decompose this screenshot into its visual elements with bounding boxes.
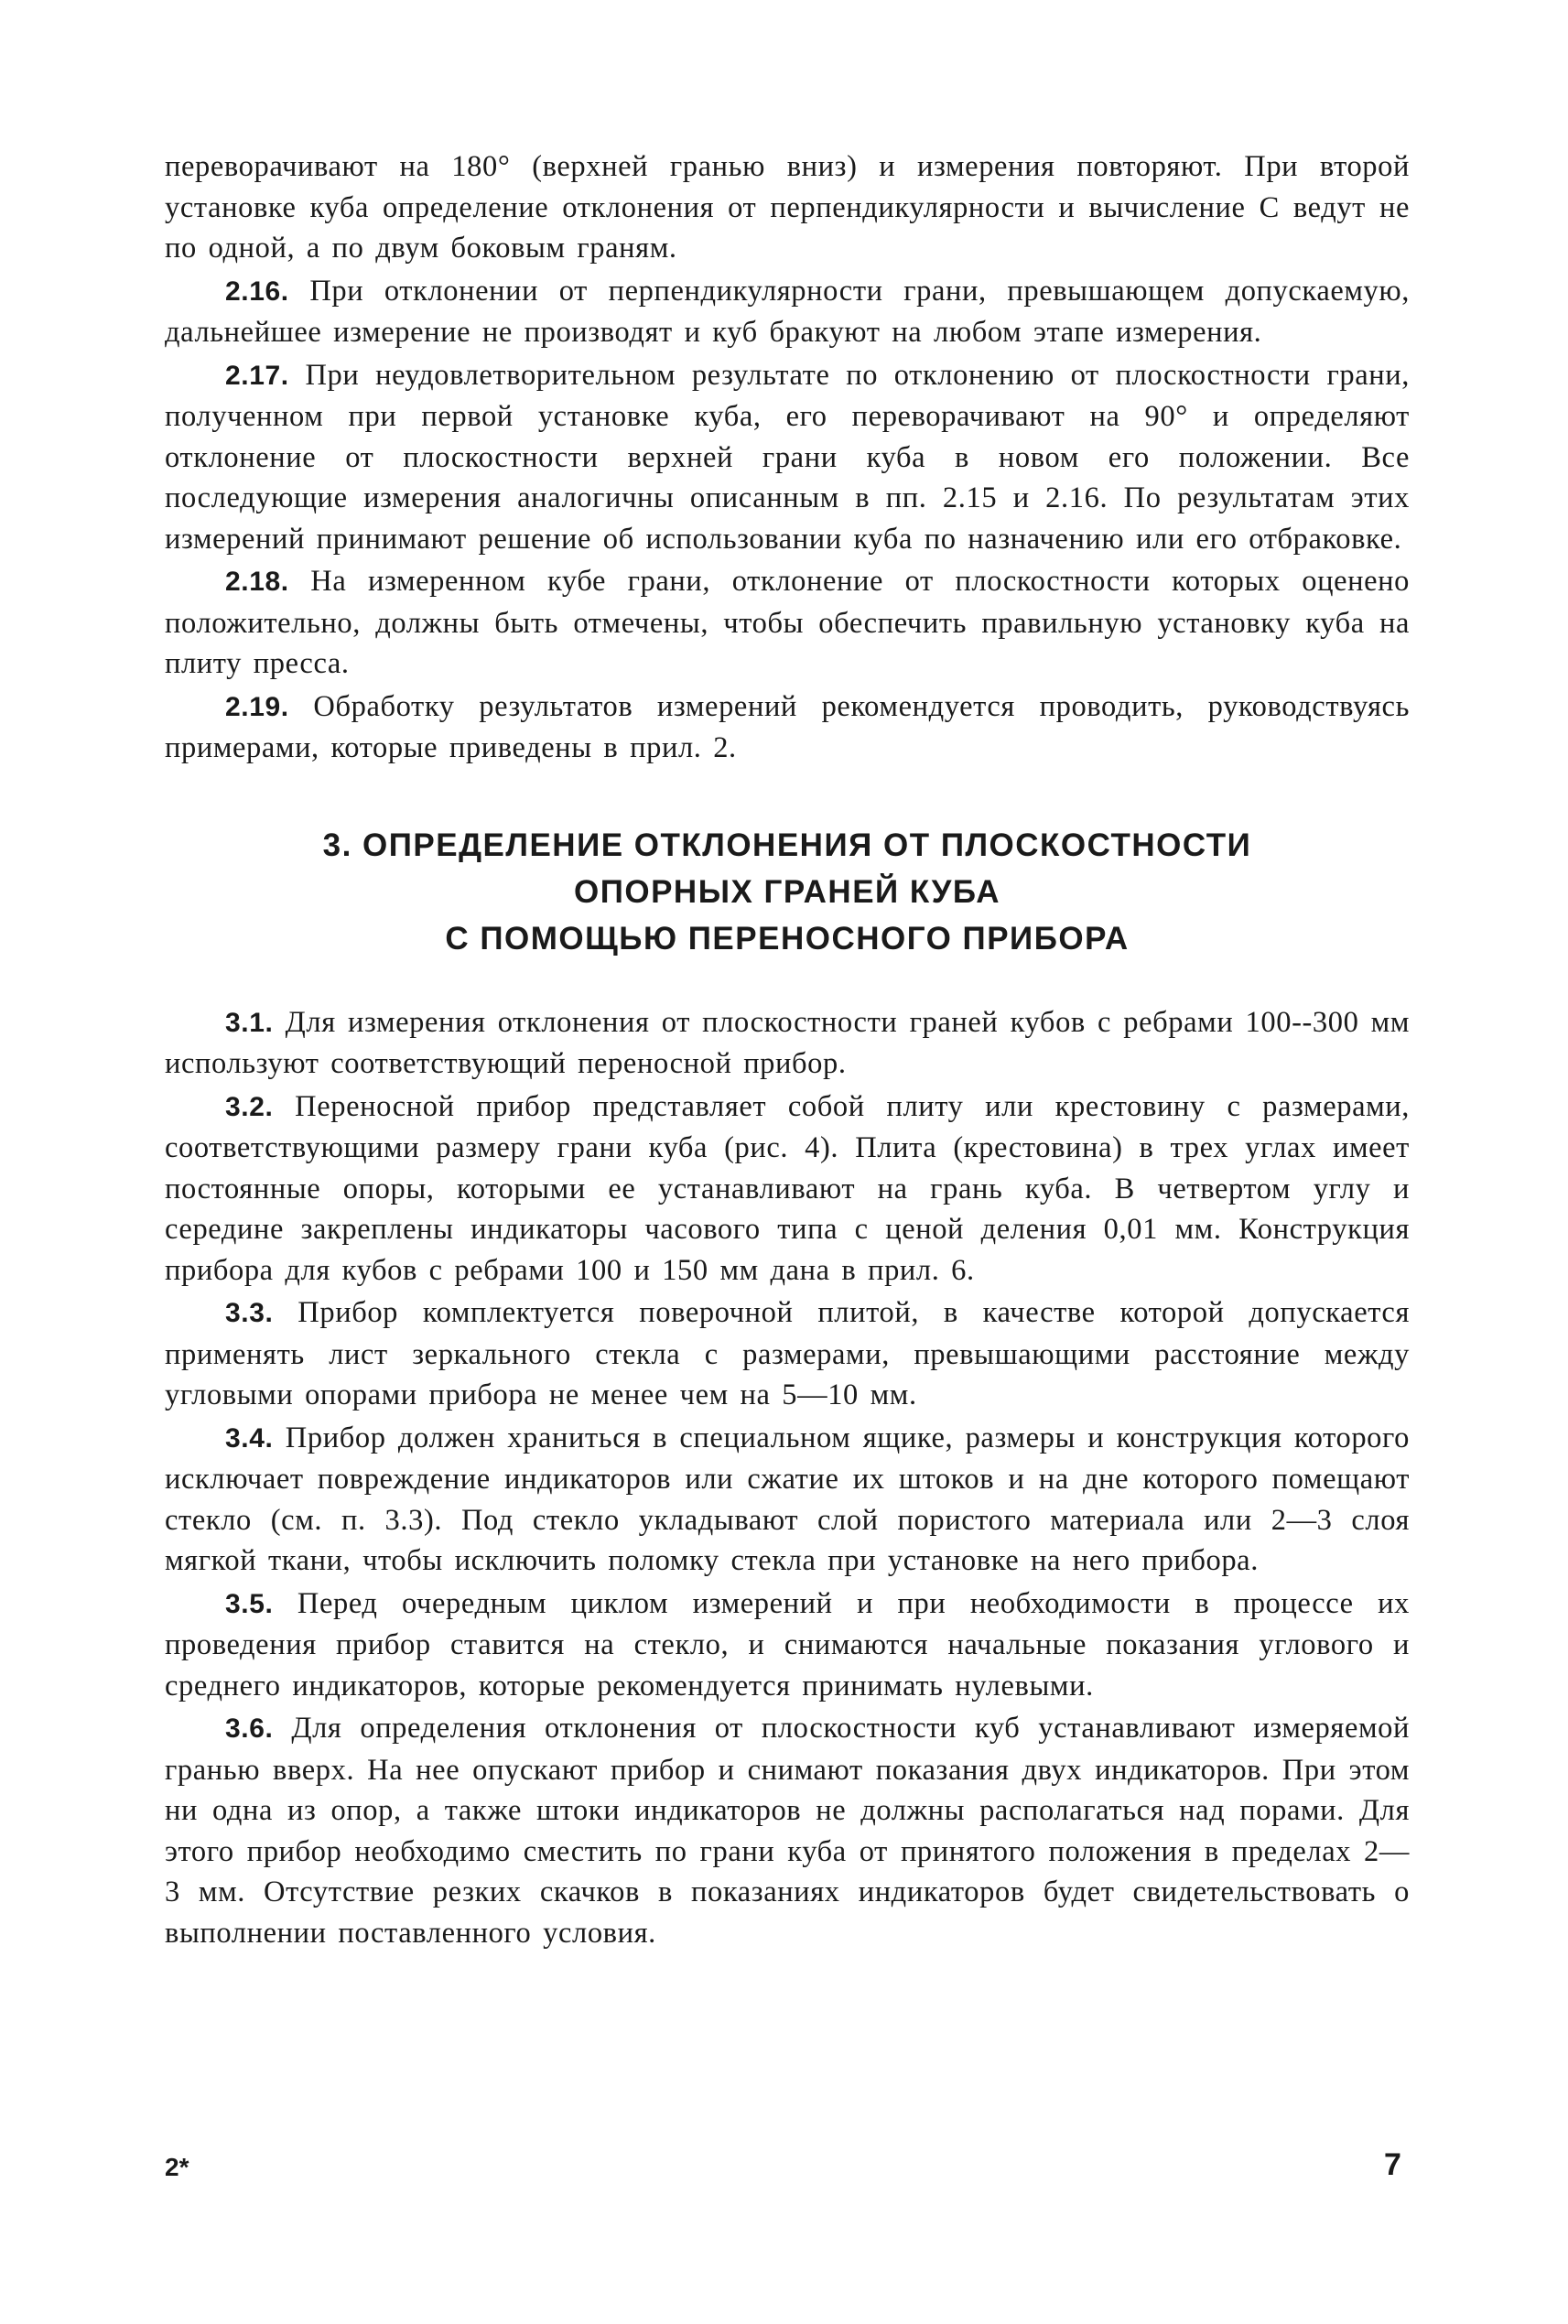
paragraph-number: 3.2. [225,1091,274,1122]
paragraph-text: При неудовлетворительном результате по отклонению от плоскостности грани, полученном при первой установке куба, его переворачивают на 90° и определяют отклонение от плоскостности верхней грани куба в новом его положении. Все последующие измерения аналогичны описанным в пп. 2.15 и 2.16. По результатам этих измерений принимают решение об использовании куба по назначению или его отбраковке. [165,358,1410,556]
section-title [165,822,1410,962]
paragraph-text: Обработку результатов измерений рекомендуется проводить, руководствуясь примерами, которые приведены в прил. 2. [165,689,1410,764]
paragraph-3-4 [165,1418,1410,1582]
paragraph-continued [165,146,1410,269]
page-number: 7 [1384,2147,1401,2182]
paragraph-text: Для определения отклонения от плоскостности куб устанавливают измеряемой гранью вверх. На нее опускают прибор и снимают показания двух индикаторов. При этом ни одна из опор, а также штоки индикаторов не должны располагаться над порами. Для этого прибор необходимо сместить по грани куба от принятого положения в пределах 2—3 мм. Отсутствие резких скачков в показаниях индикаторов будет свидетельствовать о выполнении поставленного условия. [165,1712,1410,1950]
paragraph-text: Перед очередным циклом измерений и при необходимости в процессе их проведения прибор ставится на стекло, и снимаются начальные показания углового и среднего индикаторов, которые рекомендуется принимать нулевыми. [165,1586,1410,1702]
paragraph-text: Прибор должен храниться в специальном ящике, размеры и конструкция которого исключает повреждение индикаторов или сжатие их штоков и на дне которого помещают стекло (см. п. 3.3). Под стекло укладывают слой пористого материала или 2—3 слоя мягкой ткани, чтобы исключить поломку стекла при установке на него прибора. [165,1421,1410,1577]
paragraph-text: Переносной прибор представляет собой плиту или крестовину с размерами, соответствующими размеру грани куба (рис. 4). Плита (крестовина) в трех углах имеет постоянные опоры, которыми ее устанавливают на грань куба. В четвертом углу и середине закреплены индикаторы часового типа с ценой деления 0,01 мм. Конструкция прибора для кубов с ребрами 100 и 150 мм дана в прил. 6. [165,1089,1410,1287]
paragraph-number: 3.5. [225,1588,274,1619]
paragraph-3-1 [165,1002,1410,1085]
paragraph-2-17 [165,355,1410,560]
paragraph-2-19 [165,686,1410,769]
paragraph-3-5 [165,1584,1410,1707]
paragraph-text: Прибор комплектуется поверочной плитой, в качестве которой допускается применять лист зеркального стекла с размерами, превышающими расстояние между угловыми опорами прибора не менее чем на 5—10 мм. [165,1296,1410,1411]
section-title-line-3: С ПОМОЩЬЮ ПЕРЕНОСНОГО ПРИБОРА [445,920,1130,957]
paragraph-number: 3.4. [225,1422,274,1454]
paragraph-number: 2.19. [225,691,289,722]
paragraph-3-2 [165,1086,1410,1292]
paragraph-text: На измеренном кубе грани, отклонение от плоскостности которых оценено положительно, должны быть отмечены, чтобы обеспечить правильную установку куба на плиту пресса. [165,565,1410,680]
paragraph-number: 3.1. [225,1007,274,1038]
paragraph-number: 2.16. [225,276,289,307]
paragraph-number: 2.17. [225,360,289,391]
signature-mark: 2* [165,2153,189,2181]
paragraph-text: переворачивают на 180° (верхней гранью вниз) и измерения повторяют. При второй установке куба определение отклонения от перпендикулярности и вычисление С ведут не по одной, а по двум боковым граням. [165,150,1410,265]
section-title-line-1: 3. ОПРЕДЕЛЕНИЕ ОТКЛОНЕНИЯ ОТ ПЛОСКОСТНОСТИ [322,827,1252,863]
paragraph-2-18 [165,561,1410,685]
paragraph-3-6 [165,1708,1410,1953]
section-title-line-2: ОПОРНЫХ ГРАНЕЙ КУБА [573,873,1001,910]
document-page [165,146,1410,1955]
paragraph-number: 2.18. [225,567,289,597]
paragraph-text: Для измерения отклонения от плоскостности граней кубов с ребрами 100--300 мм используют соответствующий переносной прибор. [165,1005,1410,1080]
paragraph-text: При отклонении от перпендикулярности грани, превышающем допускаемую, дальнейшее измерение не производят и куб бракуют на любом этапе измерения. [165,274,1410,349]
paragraph-2-16 [165,271,1410,353]
paragraph-3-3 [165,1292,1410,1416]
paragraph-number: 3.6. [225,1713,274,1744]
paragraph-number: 3.3. [225,1298,274,1328]
